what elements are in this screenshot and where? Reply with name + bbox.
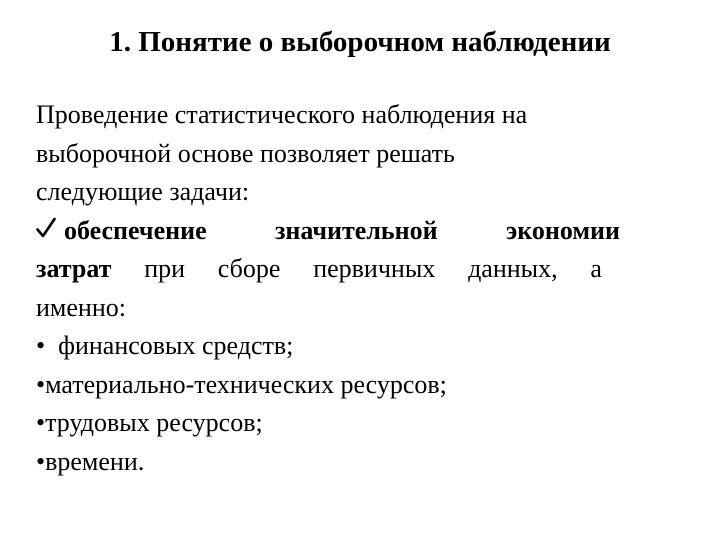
word-at: при bbox=[144, 254, 186, 283]
slide-body bbox=[36, 96, 686, 481]
bullet-item-1: • финансовых средств; bbox=[36, 331, 294, 360]
check-item-line-1 bbox=[36, 212, 686, 251]
intro-line-3: следующие задачи: bbox=[36, 177, 250, 206]
word-data: данных, bbox=[468, 254, 558, 283]
word-primary: первичных bbox=[313, 254, 436, 283]
check-item-line-3: именно: bbox=[36, 292, 126, 322]
word-savings: экономии bbox=[505, 215, 620, 245]
word-significant: значительной bbox=[274, 215, 438, 245]
word-costs: затрат bbox=[36, 254, 112, 283]
checkmark-icon bbox=[36, 217, 56, 239]
word-and: а bbox=[590, 254, 602, 283]
intro-line-1: Проведение статистического наблюдения на bbox=[36, 100, 528, 129]
check-item-words bbox=[64, 212, 620, 251]
bullet-item-2: •материально-технических ресурсов; bbox=[36, 369, 447, 399]
bullet-item-3: •трудовых ресурсов; bbox=[36, 408, 263, 437]
slide-title: 1. Понятие о выборочном наблюдении bbox=[109, 26, 611, 58]
check-item-line-2 bbox=[36, 250, 602, 289]
intro-line-2: выборочной основе позволяет решать bbox=[36, 138, 455, 168]
bullet-item-4: •времени. bbox=[36, 446, 145, 476]
word-provision: обеспечение bbox=[64, 215, 207, 245]
word-collection: сборе bbox=[217, 254, 281, 283]
